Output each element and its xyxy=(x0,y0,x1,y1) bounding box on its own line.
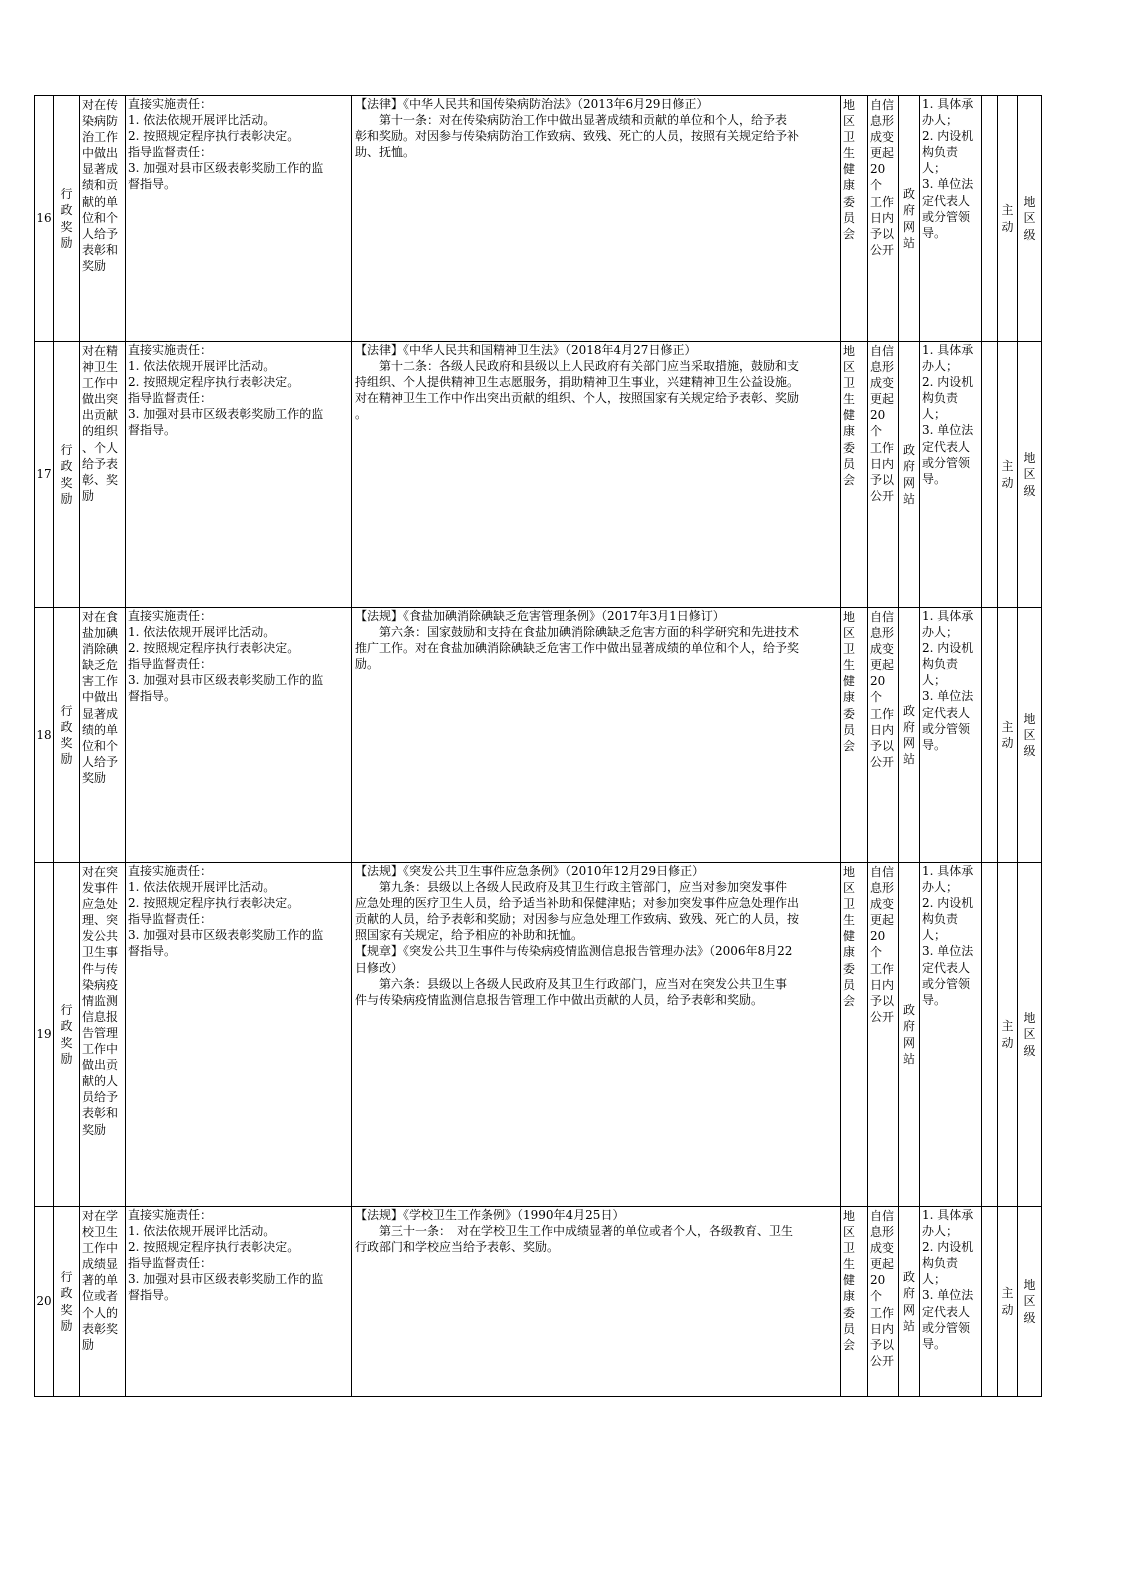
mode-text: 主 动 xyxy=(1001,203,1014,234)
time-limit-text: 自信 息形 成变 更起 20个 工作 日内 予以 公开 xyxy=(870,1209,895,1368)
channel-text: 政 府 网 站 xyxy=(902,1270,915,1333)
person-text: 1. 具体承 办人； 2. 内设机 构负责 人； 3. 单位法 定代表人 或分管领 导。 xyxy=(922,343,974,486)
level-text: 地 区 级 xyxy=(1023,195,1036,242)
responsible-persons xyxy=(920,863,982,1207)
num-text: 16 xyxy=(36,211,52,226)
item-category xyxy=(54,342,80,608)
category-text: 行 政 奖 励 xyxy=(60,703,73,767)
responsible-subject xyxy=(841,1207,868,1397)
responsibility-text xyxy=(126,342,352,608)
category-text: 行 政 奖 励 xyxy=(60,1003,73,1066)
responsibility-text: 直接实施责任： 1. 依法依规开展评比活动。 2. 按照规定程序执行表彰决定。 指导监督责任： 3. 加强对县市区级表彰奖励工作的监 督指导。 xyxy=(128,97,324,192)
basis-text: 【法规】《食盐加碘消除碘缺乏危害管理条例》（2017年3月1日修订） 第六条：国家鼓励和支持在食盐加碘消除碘缺乏危害方面的科学研究和先进技术 推广工作。对在食盐加碘消除碘缺乏危害工作中做出显著成绩的单位和个人，给予奖 励。 xyxy=(355,609,800,672)
subject-text: 地 区 卫 生 健 康 委 员 会 xyxy=(843,344,856,487)
time-limit-text: 自信 息形 成变 更起 20个 工作 日内 予以 公开 xyxy=(870,865,895,1024)
disclosure-level xyxy=(1018,1207,1042,1397)
responsible-persons xyxy=(920,1207,982,1397)
basis-text: 【法规】《突发公共卫生事件应急条例》（2010年12月29日修正） 第九条：县级以上各级人民政府及其卫生行政主管部门，应当对参加突发事件 应急处理的医疗卫生人员，给予适当补助和保健津贴；对参加突发事件应急处理作出 贡献的人员，给予表彰和奖励；对因参与应急处理工作致病、致残、死亡的人员，按 照国家有关规定，给予相应的补助和抚恤。 【规章】《突发公共卫生事件与传染病疫情监测信息报告管理办法》（2006年8月22 日修改） 第六条：县级以上各级人民政府及其卫生行政部门，应当对在突发公共卫生事 件与传染病疫情监测信息报告管理工作中做出贡献的人员，给予表彰和奖励。 xyxy=(355,864,800,1007)
num-text: 18 xyxy=(36,727,52,742)
responsible-persons xyxy=(920,608,982,863)
empty-cell xyxy=(982,863,998,1207)
legal-basis-text xyxy=(352,1207,841,1397)
legal-basis-text xyxy=(352,608,841,863)
responsibility-text: 直接实施责任： 1. 依法依规开展评比活动。 2. 按照规定程序执行表彰决定。 指导监督责任： 3. 加强对县市区级表彰奖励工作的监 督指导。 xyxy=(128,609,324,704)
time-limit-text: 自信 息形 成变 更起 20个 工作 日内 予以 公开 xyxy=(870,344,895,503)
empty-cell xyxy=(982,1207,998,1397)
responsible-subject xyxy=(841,96,868,342)
empty-cell xyxy=(982,96,998,342)
num-text: 19 xyxy=(36,1027,52,1042)
responsibility-text: 直接实施责任： 1. 依法依规开展评比活动。 2. 按照规定程序执行表彰决定。 指导监督责任： 3. 加强对县市区级表彰奖励工作的监 督指导。 xyxy=(128,864,324,959)
responsibility-text: 直接实施责任： 1. 依法依规开展评比活动。 2. 按照规定程序执行表彰决定。 指导监督责任： 3. 加强对县市区级表彰奖励工作的监 督指导。 xyxy=(128,343,324,438)
disclosure-mode xyxy=(998,96,1018,342)
item-name xyxy=(80,863,126,1207)
item-category xyxy=(54,608,80,863)
mode-text: 主 动 xyxy=(1001,1286,1014,1317)
basis-text: 【法律】《中华人民共和国精神卫生法》（2018年4月27日修正） 第十二条：各级人民政府和县级以上人民政府有关部门应当采取措施，鼓励和支 持组织、个人提供精神卫生志愿服务，捐助精神卫生事业，兴建精神卫生公益设施。 对在精神卫生工作中作出突出贡献的组织、个人，按照国家有关规定给予表彰、奖励 。 xyxy=(355,343,800,422)
basis-text: 【法律】《中华人民共和国传染病防治法》（2013年6月29日修正） 第十一条：对在传染病防治工作中做出显著成绩和贡献的单位和个人，给予表 彰和奖励。对因参与传染病防治工作致病、致残、死亡的人员，按照有关规定给予补 助、抚恤。 xyxy=(355,97,800,160)
responsibility-text xyxy=(126,96,352,342)
subject-text: 地 区 卫 生 健 康 委 员 会 xyxy=(843,1209,856,1352)
row-number xyxy=(35,863,54,1207)
person-text: 1. 具体承 办人； 2. 内设机 构负责 人； 3. 单位法 定代表人 或分管领 导。 xyxy=(922,1208,974,1351)
name-text: 对在传 染病防 治工作 中做出 显著成 绩和贡 献的单 位和个 人给予 表彰和 奖励 xyxy=(82,98,119,273)
legal-basis-text xyxy=(352,342,841,608)
disclosure-time-limit xyxy=(868,96,899,342)
empty-cell xyxy=(982,608,998,863)
category-text: 行 政 奖 励 xyxy=(60,1270,73,1333)
responsible-persons xyxy=(920,342,982,608)
responsibility-text xyxy=(126,863,352,1207)
disclosure-level xyxy=(1018,96,1042,342)
row-number xyxy=(35,1207,54,1397)
time-limit-text: 自信 息形 成变 更起 20个 工作 日内 予以 公开 xyxy=(870,610,895,769)
name-text: 对在食 盐加碘 消除碘 缺乏危 害工作 中做出 显著成 绩的单 位和个 人给予 奖励 xyxy=(82,610,119,785)
responsible-subject xyxy=(841,863,868,1207)
mode-text: 主 动 xyxy=(1001,1019,1014,1050)
table-row xyxy=(35,342,1042,608)
item-name xyxy=(80,96,126,342)
disclosure-mode xyxy=(998,1207,1018,1397)
disclosure-table xyxy=(34,95,1042,1397)
name-text: 对在学 校卫生 工作中 成绩显 著的单 位或者 个人的 表彰奖 励 xyxy=(82,1209,119,1352)
responsible-subject xyxy=(841,608,868,863)
time-limit-text: 自信 息形 成变 更起 20个 工作 日内 予以 公开 xyxy=(870,98,895,257)
mode-text: 主 动 xyxy=(1001,719,1014,750)
person-text: 1. 具体承 办人； 2. 内设机 构负责 人； 3. 单位法 定代表人 或分管领 导。 xyxy=(922,864,974,1007)
disclosure-time-limit xyxy=(868,863,899,1207)
name-text: 对在突 发事件 应急处 理、突 发公共 卫生事 件与传 染病疫 情监测 信息报 告管理 工作中 做出贡 献的人 员给予 表彰和 奖励 xyxy=(82,865,119,1137)
table-row xyxy=(35,96,1042,342)
legal-basis-text xyxy=(352,96,841,342)
responsibility-text xyxy=(126,1207,352,1397)
disclosure-level xyxy=(1018,863,1042,1207)
channel-text: 政 府 网 站 xyxy=(902,703,915,767)
item-name xyxy=(80,342,126,608)
item-name xyxy=(80,608,126,863)
table-row xyxy=(35,863,1042,1207)
basis-text: 【法规】《学校卫生工作条例》（1990年4月25日） 第三十一条： 对在学校卫生工作中成绩显著的单位或者个人，各级教育、卫生 行政部门和学校应当给予表彰、奖励。 xyxy=(355,1208,794,1255)
disclosure-time-limit xyxy=(868,1207,899,1397)
item-category xyxy=(54,1207,80,1397)
table-body xyxy=(35,96,1042,1397)
disclosure-mode xyxy=(998,863,1018,1207)
item-category xyxy=(54,96,80,342)
empty-cell xyxy=(982,342,998,608)
table-row xyxy=(35,608,1042,863)
num-text: 17 xyxy=(36,467,52,482)
responsible-persons xyxy=(920,96,982,342)
row-number xyxy=(35,608,54,863)
channel-text: 政 府 网 站 xyxy=(902,1003,915,1066)
disclosure-mode xyxy=(998,342,1018,608)
disclosure-channel xyxy=(899,608,920,863)
subject-text: 地 区 卫 生 健 康 委 员 会 xyxy=(843,865,856,1008)
disclosure-time-limit xyxy=(868,342,899,608)
name-text: 对在精 神卫生 工作中 做出突 出贡献 的组织 、个人 给予表 彰、奖 励 xyxy=(82,344,119,503)
row-number xyxy=(35,96,54,342)
table-row xyxy=(35,1207,1042,1397)
num-text: 20 xyxy=(36,1294,52,1309)
subject-text: 地 区 卫 生 健 康 委 员 会 xyxy=(843,98,856,241)
disclosure-level xyxy=(1018,608,1042,863)
disclosure-channel xyxy=(899,1207,920,1397)
item-name xyxy=(80,1207,126,1397)
disclosure-mode xyxy=(998,608,1018,863)
responsibility-text xyxy=(126,608,352,863)
responsible-subject xyxy=(841,342,868,608)
person-text: 1. 具体承 办人； 2. 内设机 构负责 人； 3. 单位法 定代表人 或分管领 导。 xyxy=(922,97,974,240)
level-text: 地 区 级 xyxy=(1023,711,1036,759)
disclosure-channel xyxy=(899,863,920,1207)
channel-text: 政 府 网 站 xyxy=(902,443,915,506)
disclosure-level xyxy=(1018,342,1042,608)
item-category xyxy=(54,863,80,1207)
level-text: 地 区 级 xyxy=(1023,1011,1036,1058)
category-text: 行 政 奖 励 xyxy=(60,187,73,250)
legal-basis-text xyxy=(352,863,841,1207)
channel-text: 政 府 网 站 xyxy=(902,187,915,250)
mode-text: 主 动 xyxy=(1001,459,1014,490)
row-number xyxy=(35,342,54,608)
disclosure-channel xyxy=(899,342,920,608)
level-text: 地 区 级 xyxy=(1023,451,1036,498)
person-text: 1. 具体承 办人； 2. 内设机 构负责 人； 3. 单位法 定代表人 或分管领 导。 xyxy=(922,609,974,752)
level-text: 地 区 级 xyxy=(1023,1278,1036,1325)
disclosure-channel xyxy=(899,96,920,342)
subject-text: 地 区 卫 生 健 康 委 员 会 xyxy=(843,610,856,753)
category-text: 行 政 奖 励 xyxy=(60,443,73,506)
disclosure-time-limit xyxy=(868,608,899,863)
responsibility-text: 直接实施责任： 1. 依法依规开展评比活动。 2. 按照规定程序执行表彰决定。 指导监督责任： 3. 加强对县市区级表彰奖励工作的监 督指导。 xyxy=(128,1208,324,1303)
